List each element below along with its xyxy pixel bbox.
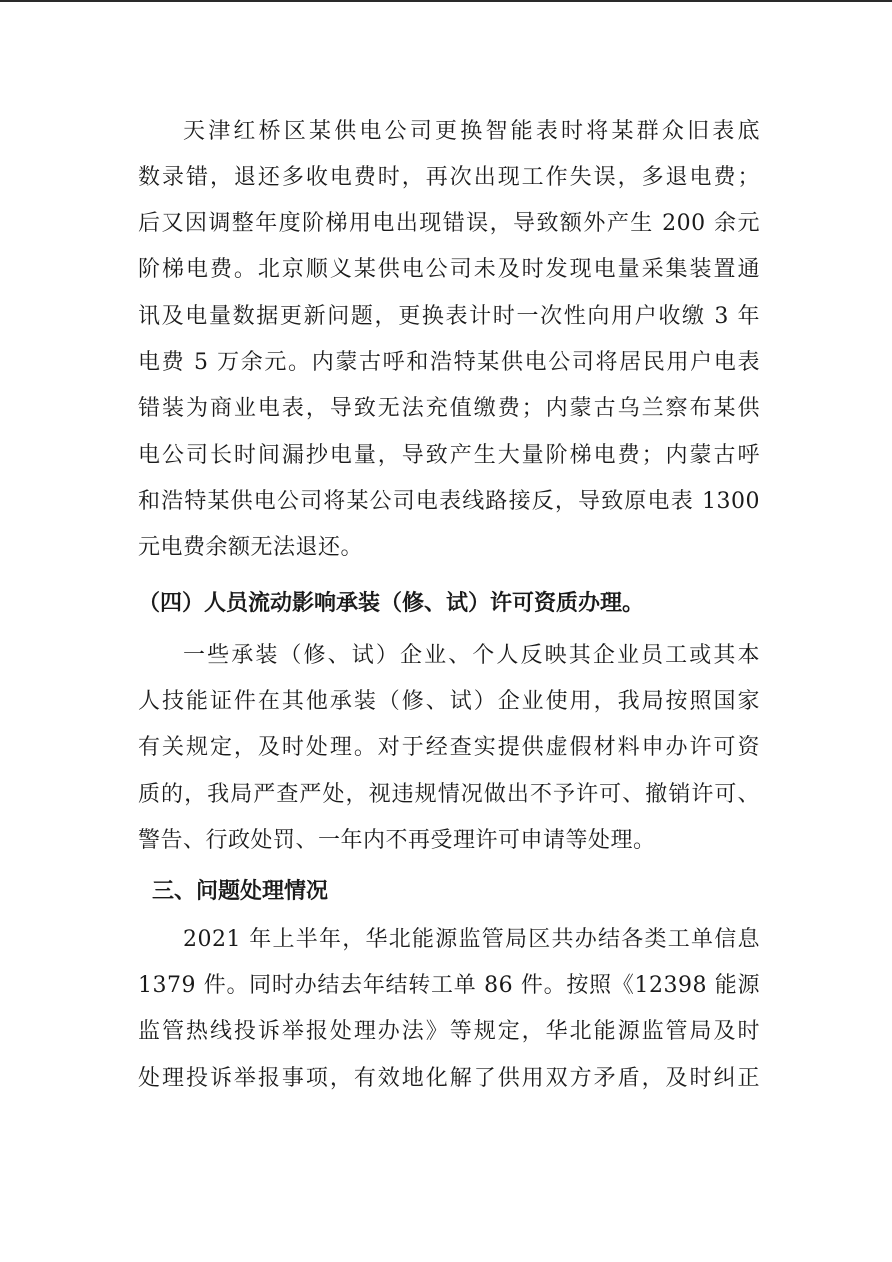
paragraph-line: 有关规定，及时处理。对于经查实提供虚假材料申办许可资 — [138, 735, 760, 760]
paragraph-line: 后又因调整年度阶梯用电出现错误，导致额外产生 200 余元 — [138, 211, 760, 236]
paragraph-line: 人技能证件在其他承装（修、试）企业使用，我局按照国家 — [138, 689, 760, 714]
paragraph-line: 元电费余额无法退还。 — [138, 535, 364, 560]
paragraph-line: 数录错，退还多收电费时，再次出现工作失误，多退电费； — [138, 165, 760, 190]
paragraph-line: 质的，我局严查严处，视违规情况做出不予许可、撤销许可、 — [138, 782, 760, 807]
section-heading: （四）人员流动影响承装（修、试）许可资质办理。 — [138, 591, 645, 616]
paragraph-line: 讯及电量数据更新问题，更换表计时一次性向用户收缴 3 年 — [138, 304, 760, 329]
page-top-border — [0, 0, 892, 2]
paragraph-line: 2021 年上半年，华北能源监管局区共办结各类工单信息 — [183, 927, 760, 952]
paragraph-line: 1379 件。同时办结去年结转工单 86 件。按照《12398 能源 — [138, 973, 760, 998]
paragraph-line: 电费 5 万余元。内蒙古呼和浩特某供电公司将居民用户电表 — [138, 350, 760, 375]
section-heading: 三、问题处理情况 — [152, 879, 329, 904]
paragraph-line: 阶梯电费。北京顺义某供电公司未及时发现电量采集装置通 — [138, 257, 760, 282]
paragraph-line: 警告、行政处罚、一年内不再受理许可申请等处理。 — [138, 828, 656, 853]
paragraph-line: 处理投诉举报事项，有效地化解了供用双方矛盾，及时纠正 — [138, 1066, 760, 1091]
paragraph-line: 电公司长时间漏抄电量，导致产生大量阶梯电费；内蒙古呼 — [138, 443, 760, 468]
paragraph-line: 监管热线投诉举报处理办法》等规定，华北能源监管局及时 — [138, 1019, 760, 1044]
paragraph-line: 一些承装（修、试）企业、个人反映其企业员工或其本 — [183, 643, 760, 668]
paragraph-line: 和浩特某供电公司将某公司电表线路接反，导致原电表 1300 — [138, 489, 760, 514]
paragraph-line: 天津红桥区某供电公司更换智能表时将某群众旧表底 — [183, 119, 760, 144]
paragraph-line: 错装为商业电表，导致无法充值缴费；内蒙古乌兰察布某供 — [138, 396, 760, 421]
